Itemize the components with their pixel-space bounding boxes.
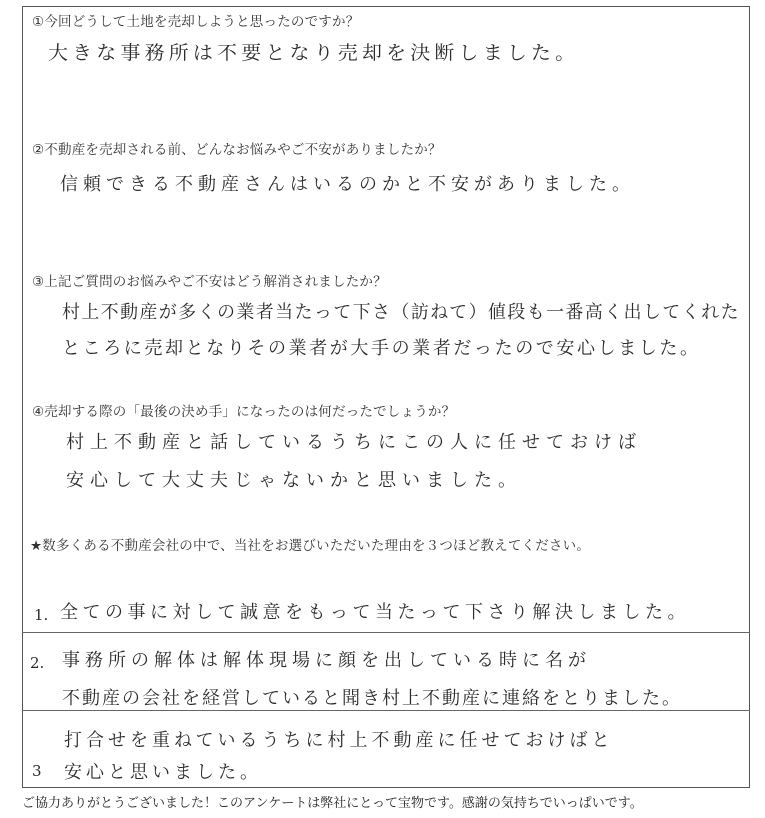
answer-2: 信頼できる不動産さんはいるのかと不安がありました。 — [60, 174, 635, 195]
reason-2-line-2: 不動産の会社を経営していると聞き村上不動産に連絡をとりました。 — [62, 688, 682, 709]
reason-1-number: 1. — [34, 606, 49, 624]
reason-3-number: 3 — [32, 762, 42, 780]
answer-4-line-1: 村上不動産と話しているうちにこの人に任せておけば — [66, 432, 642, 453]
question-3: ③上記ご質問のお悩みやご不安はどう解消されましたか？ — [32, 274, 387, 290]
reason-2-line-1: 事務所の解体は解体現場に顔を出している時に名が — [62, 650, 591, 671]
question-4: ④売却する際の「最後の決め手」になったのは何だったでしょうか？ — [32, 404, 456, 420]
reason-2-number: 2. — [30, 654, 45, 672]
footer-thanks: ご協力ありがとうございました！このアンケートは弊社にとって宝物です。感謝の気持ちでいっぱいです。 — [22, 796, 643, 811]
question-1: ①今回どうして土地を売却しようと思ったのですか？ — [32, 14, 360, 30]
reason-3-line-1: 打合せを重ねているうちに村上不動産に任せておけばと — [64, 730, 614, 751]
answer-3-line-2: ところに売却となりその業者が大手の業者だったので安心しました。 — [62, 338, 701, 359]
reason-3-line-2: 安心と思いました。 — [64, 762, 262, 783]
ruled-line-2 — [22, 710, 750, 711]
answer-3-line-1: 村上不動産が多くの業者当たって下さ（訪ねて）値段も一番高く出してくれた — [62, 302, 740, 323]
ruled-line-1 — [22, 632, 750, 633]
reasons-question: ★数多くある不動産会社の中で、当社をお選びいただいた理由を３つほど教えてください。 — [30, 538, 591, 554]
answer-1: 大きな事務所は不要となり売却を決断しました。 — [48, 42, 580, 64]
question-2: ②不動産を売却される前、どんなお悩みやご不安がありましたか？ — [32, 142, 442, 158]
reason-1-text: 全ての事に対して誠意をもって当たって下さり解決しました。 — [60, 602, 690, 623]
answer-4-line-2: 安心して大丈夫じゃないかと思いました。 — [66, 470, 522, 491]
